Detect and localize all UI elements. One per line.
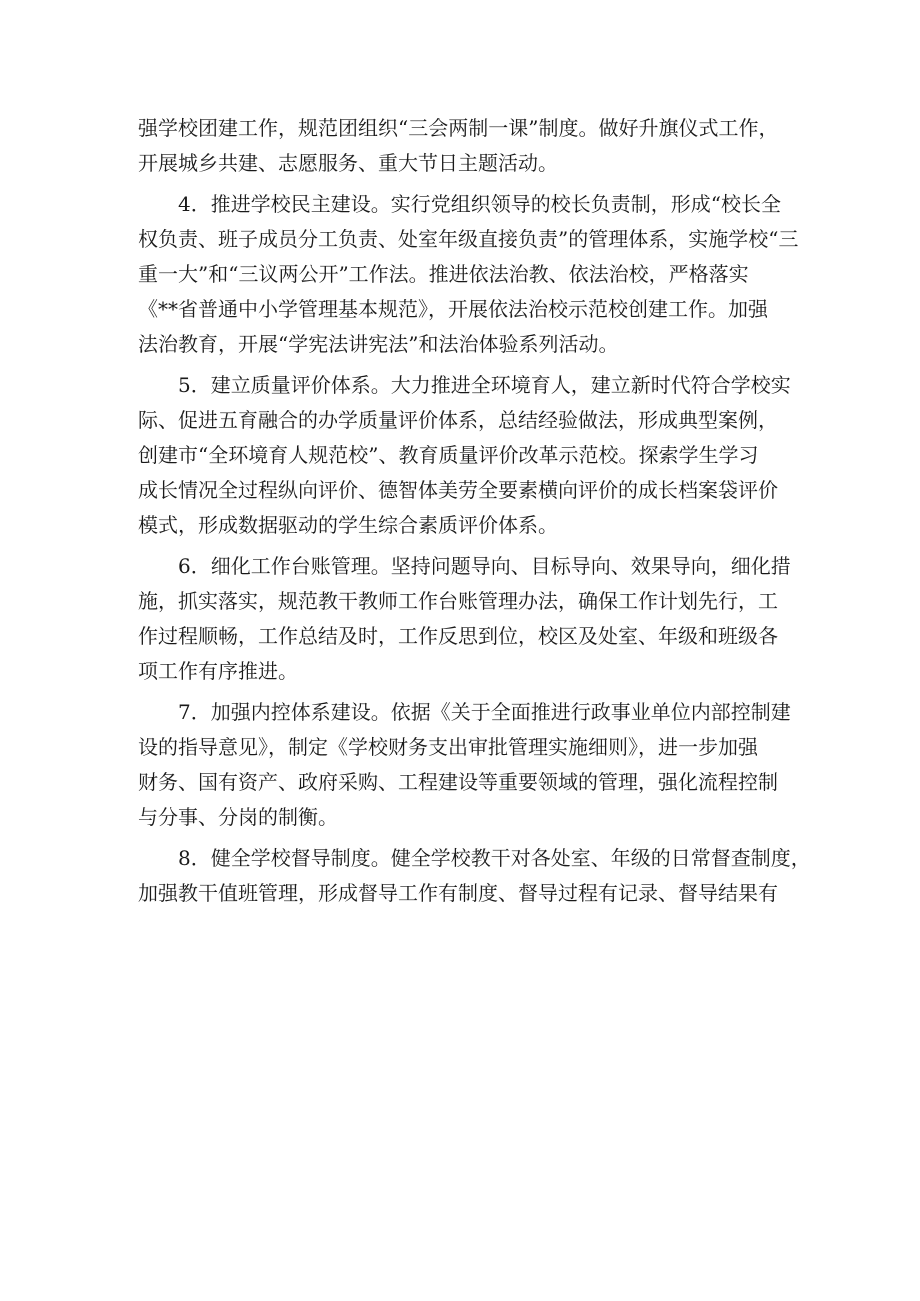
text-line: 施，抓实落实，规范教干教师工作台账管理办法，确保工作计划先行，工 [138, 589, 778, 613]
text-line: 模式，形成数据驱动的学生综合素质评价体系。 [138, 513, 558, 537]
text-line: 4．推进学校民主建设。实行党组织领导的校长负责制，形成“校长全 [138, 192, 781, 216]
text-line: 财务、国有资产、政府采购、工程建设等重要领域的管理，强化流程控制 [138, 770, 778, 794]
paragraph-item-4 [138, 187, 798, 362]
text-line: 开展城乡共建、志愿服务、重大节日主题活动。 [138, 151, 558, 175]
paragraph-item-7 [138, 695, 798, 835]
text-line: 作过程顺畅，工作总结及时，工作反思到位，校区及处室、年级和班级各 [138, 624, 778, 648]
paragraph-item-5 [138, 368, 798, 543]
text-line: 5．建立质量评价体系。大力推进全环境育人，建立新时代符合学校实 [138, 373, 791, 397]
text-line: 与分事、分岗的制衡。 [138, 805, 338, 829]
paragraph-continuation [138, 111, 798, 181]
text-line: 7．加强内控体系建设。依据《关于全面推进行政事业单位内部控制建 [138, 700, 791, 724]
paragraph-item-6 [138, 549, 798, 689]
text-line: 加强教干值班管理，形成督导工作有制度、督导过程有记录、督导结果有 [138, 881, 778, 905]
text-line: 设的指导意见》，制定《学校财务支出审批管理实施细则》，进一步加强 [138, 735, 758, 759]
text-line: 创建市“全环境育人规范校”、教育质量评价改革示范校。探索学生学习 [138, 443, 759, 467]
text-line: 《**省普通中小学管理基本规范》，开展依法治校示范校创建工作。加强 [138, 297, 768, 321]
text-line: 强学校团建工作，规范团组织“三会两制一课”制度。做好升旗仪式工作， [138, 116, 779, 140]
text-line: 际、促进五育融合的办学质量评价体系，总结经验做法，形成典型案例， [138, 408, 778, 432]
text-line: 法治教育，开展“学宪法讲宪法”和法治体验系列活动。 [138, 332, 619, 356]
text-line: 6．细化工作台账管理。坚持问题导向、目标导向、效果导向，细化措 [138, 554, 791, 578]
document-body [138, 111, 811, 917]
text-line: 8．健全学校督导制度。健全学校教干对各处室、年级的日常督查制度， [138, 846, 811, 870]
paragraph-item-8 [138, 841, 811, 911]
text-line: 成长情况全过程纵向评价、德智体美劳全要素横向评价的成长档案袋评价 [138, 478, 778, 502]
text-line: 重一大”和“三议两公开”工作法。推进依法治教、依法治校，严格落实 [138, 262, 749, 286]
text-line: 权负责、班子成员分工负责、处室年级直接负责”的管理体系，实施学校“三 [138, 227, 799, 251]
text-line: 项工作有序推进。 [138, 659, 298, 683]
